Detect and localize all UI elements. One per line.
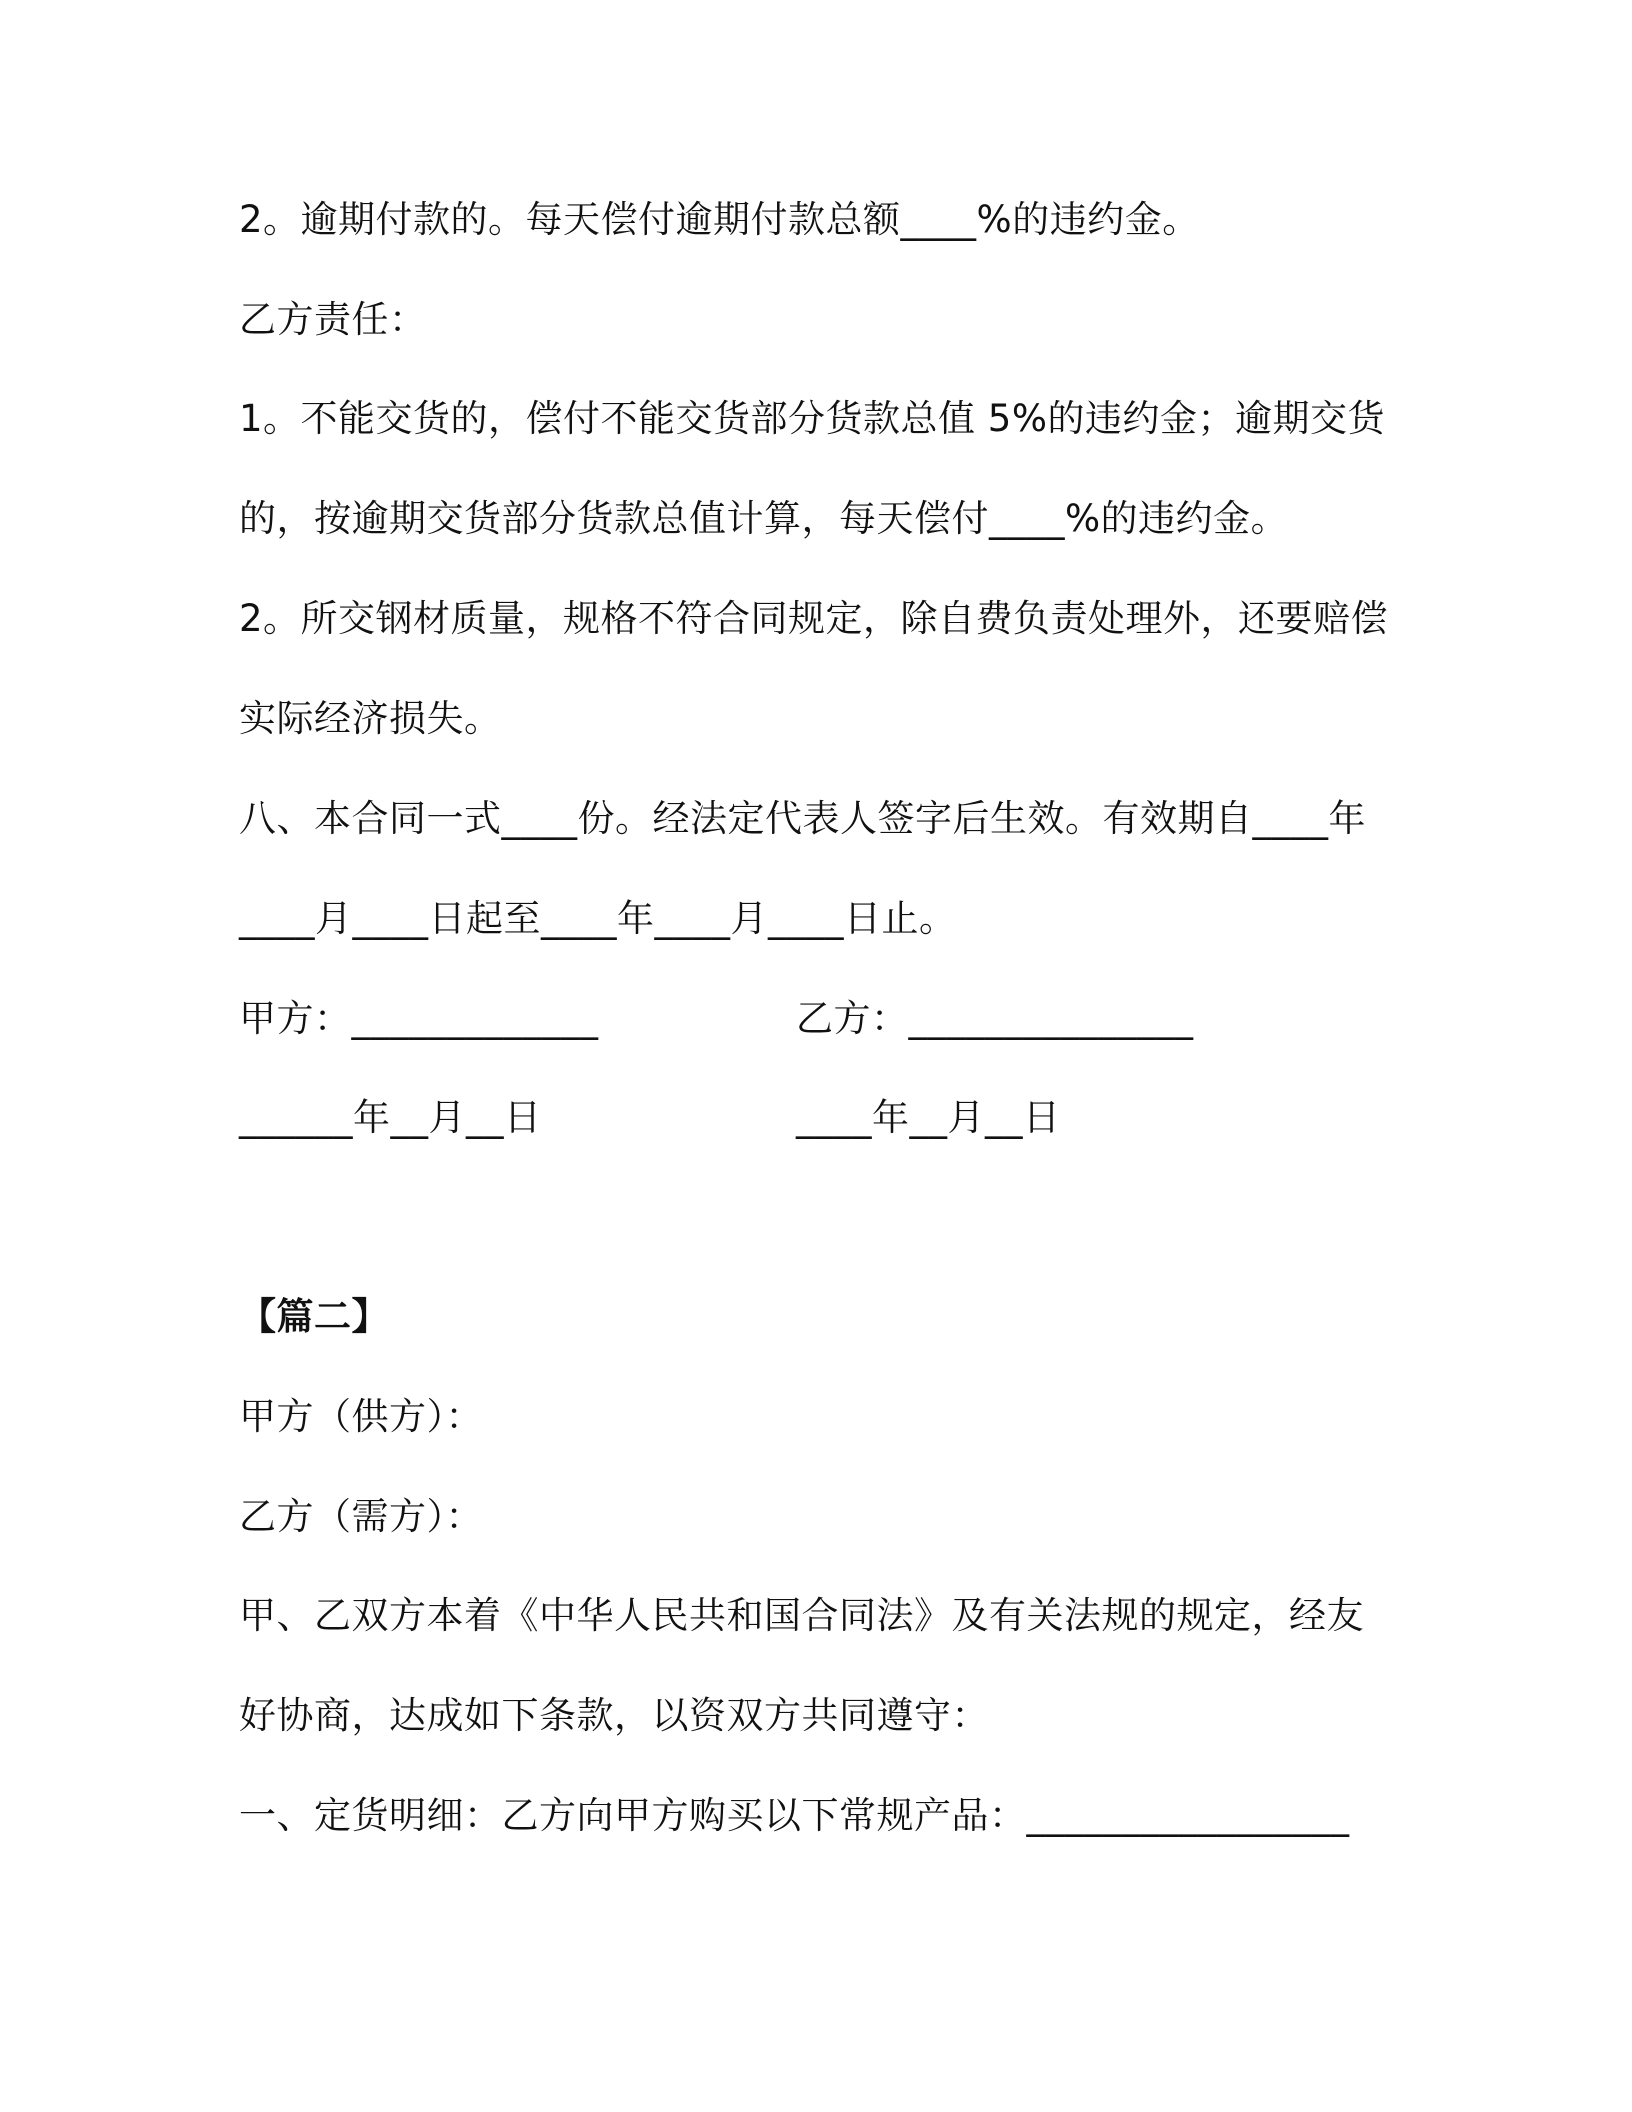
clause-validity-dates: ____月____日起至____年____月____日止。 xyxy=(239,897,957,940)
signature-date-b: ____年__月__日 xyxy=(796,1096,1061,1139)
signature-date-a: ______年__月__日 xyxy=(239,1096,542,1139)
clause-quality-cont: 实际经济损失。 xyxy=(239,697,502,740)
clause-late-payment: 2。逾期付款的。每天偿付逾期付款总额____%的违约金。 xyxy=(239,198,1200,241)
intro-paragraph: 甲、乙双方本着《中华人民共和国合同法》及有关法规的规定，经友 xyxy=(239,1594,1364,1637)
section-heading: 【篇二】 xyxy=(239,1295,389,1338)
clause-non-delivery: 1。不能交货的，偿付不能交货部分货款总值 5%的违约金；逾期交货 xyxy=(239,397,1385,440)
signature-party-b: 乙方：_______________ xyxy=(796,997,1194,1040)
clause-copies-validity: 八、本合同一式____份。经法定代表人签字后生效。有效期自____年 xyxy=(239,797,1366,840)
clause-non-delivery-cont: 的，按逾期交货部分货款总值计算，每天偿付____%的违约金。 xyxy=(239,497,1289,540)
clause-quality: 2。所交钢材质量，规格不符合同规定，除自费负责处理外，还要赔偿 xyxy=(239,597,1389,640)
order-details-clause: 一、定货明细：乙方向甲方购买以下常规产品：_________________ xyxy=(239,1794,1350,1837)
party-b-liability-heading: 乙方责任： xyxy=(239,298,427,341)
intro-paragraph-cont: 好协商，达成如下条款，以资双方共同遵守： xyxy=(239,1694,989,1737)
signature-party-a: 甲方：_____________ xyxy=(239,997,599,1040)
supplier-label: 甲方（供方）： xyxy=(239,1395,483,1438)
buyer-label: 乙方（需方）： xyxy=(239,1495,483,1538)
